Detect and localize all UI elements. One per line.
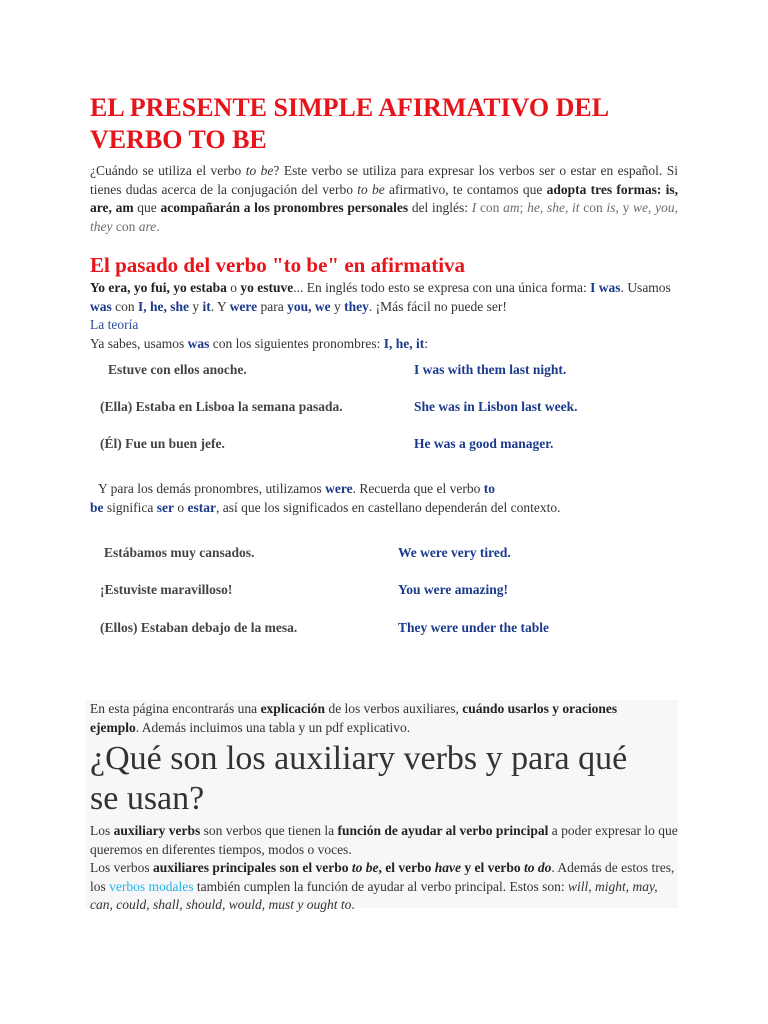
aux-bold: cuándo usarlos y oraciones ejemplo: [90, 701, 618, 735]
aux-bold: función de ayudar al verbo principal: [337, 823, 549, 838]
past-text: para: [257, 298, 288, 314]
were-highlight: were: [325, 481, 353, 496]
were-text: o: [174, 499, 188, 515]
intro-verb: am: [503, 200, 520, 215]
aux-text: son verbos que tienen la: [200, 823, 338, 838]
past-text: ... En inglés todo esto se expresa con una única forma:: [293, 280, 591, 295]
past-text: . ¡Más fácil no puede ser!: [368, 298, 507, 314]
title-block: [90, 92, 678, 156]
aux-text: . Además incluimos una tabla y un pdf explicativo.: [135, 719, 411, 735]
intro-text: ¿Cuándo se utiliza el verbo: [90, 163, 246, 178]
aux-heading: ¿Qué son los auxiliary verbs y para qué se usan?: [90, 740, 628, 817]
intro-text: afirmativo, te contamos que: [384, 181, 547, 197]
past-highlight: were: [229, 298, 258, 314]
aux-bold-italic: have: [434, 860, 462, 875]
past-highlight: I, he, she: [138, 298, 190, 314]
intro-verb: is: [606, 200, 616, 215]
intro-text: to be: [357, 181, 385, 197]
were-highlight: be: [90, 499, 104, 515]
aux-text: . Además de estos tres, los: [90, 860, 675, 894]
were-highlight: ser: [156, 499, 174, 515]
example-es: Estuve con ellos anoche.: [108, 362, 247, 377]
example-es: (Ellos) Estaban debajo de la mesa.: [100, 620, 298, 635]
past-text: . Y: [210, 298, 230, 314]
aux-bold: explicación: [260, 701, 326, 716]
intro-pronoun: we, you, they: [90, 200, 678, 234]
were-text: Y para los demás pronombres, utilizamos: [98, 481, 326, 496]
aux-bold-italic: to be: [351, 860, 379, 875]
past-heading-block: [90, 252, 678, 278]
past-text: . Usamos: [620, 280, 671, 295]
aux-text: a poder expresar lo que queremos en diferentes tiempos, modos o voces.: [90, 823, 678, 857]
aux-intro: [90, 700, 630, 737]
were-text: , así que los significados en castellano dependerán del contexto.: [215, 499, 561, 515]
aux-text: .: [351, 897, 355, 912]
intro-verb: are: [138, 218, 157, 234]
intro-text: con: [476, 200, 504, 215]
past-paragraph: [90, 279, 678, 353]
intro-bold: acompañarán a los pronombres personales: [160, 200, 409, 215]
were-highlight: to: [483, 481, 496, 496]
intro-pronoun: he, she, it: [527, 200, 580, 215]
aux-bold: auxiliares principales son el verbo: [153, 860, 352, 875]
intro-text: con: [112, 218, 139, 234]
intro-text: , y: [615, 200, 634, 215]
aux-bold: y el verbo: [461, 860, 525, 875]
past-highlight: I was: [590, 280, 621, 295]
past-text: o: [226, 280, 241, 295]
were-highlight: estar: [187, 499, 216, 515]
intro-text: que: [133, 200, 161, 215]
past-text: con los siguientes pronombres:: [209, 335, 384, 351]
aux-text: Los: [90, 823, 114, 838]
example-en: We were very tired.: [398, 545, 511, 560]
intro-pronoun: I: [471, 200, 477, 215]
section-heading: El pasado del verbo "to be" en afirmativa: [90, 253, 466, 277]
were-text: . Recuerda que el verbo: [352, 481, 484, 496]
intro-text: del inglés:: [408, 200, 472, 215]
aux-italic: will, might, may, can, could, shall, should, would, must y ought to: [90, 878, 658, 912]
intro-text: .: [156, 218, 160, 234]
example-en: They were under the table: [398, 620, 549, 635]
past-text: y: [330, 298, 345, 314]
example-es: Estábamos muy cansados.: [104, 545, 255, 560]
past-bold: yo estuve: [240, 280, 294, 295]
were-paragraph: [90, 480, 630, 517]
example-en: You were amazing!: [398, 582, 508, 597]
aux-text: Los verbos: [90, 860, 153, 875]
intro-text: to be: [245, 163, 274, 178]
aux-body: [90, 822, 678, 915]
intro-text: con: [579, 200, 607, 215]
page-title: EL PRESENTE SIMPLE AFIRMATIVO DEL VERBO TO BE: [90, 93, 608, 154]
aux-bold-italic: to do: [524, 860, 552, 875]
past-highlight: I, he, it: [383, 335, 425, 351]
aux-bold: , el verbo: [378, 860, 435, 875]
aux-heading-block: [90, 739, 650, 819]
were-text: significa: [103, 499, 157, 515]
past-text: :: [424, 335, 429, 351]
verbos-modales-link[interactable]: verbos modales: [109, 878, 194, 894]
intro-bold: adopta tres formas: is, are, am: [90, 181, 678, 215]
intro-text: ;: [519, 200, 528, 215]
example-es: (Él) Fue un buen jefe.: [100, 436, 225, 451]
example-es: (Ella) Estaba en Lisboa la semana pasada.: [100, 399, 343, 414]
example-en: He was a good manager.: [414, 436, 554, 451]
past-highlight: you, we: [287, 298, 331, 314]
intro-text: ? Este verbo se utiliza para expresar los verbos ser o estar en español. Si tienes dudas acerca de la conjugación del verbo: [90, 163, 678, 197]
example-en: She was in Lisbon last week.: [414, 399, 578, 414]
past-text: con: [111, 298, 139, 314]
aux-bold: auxiliary verbs: [113, 823, 201, 838]
example-es: ¡Estuviste maravilloso!: [100, 582, 233, 597]
past-text: Ya sabes, usamos: [90, 335, 188, 351]
past-highlight: it: [202, 298, 211, 314]
past-highlight: was: [187, 335, 210, 351]
past-highlight: was: [90, 298, 112, 314]
teoria-link[interactable]: La teoría: [90, 317, 139, 332]
past-highlight: they: [344, 298, 369, 314]
past-bold: Yo era, yo fui, yo estaba: [90, 280, 227, 295]
intro-paragraph: [90, 162, 678, 236]
aux-text: de los verbos auxiliares,: [325, 701, 463, 716]
past-text: y: [189, 298, 203, 314]
aux-text: En esta página encontrarás una: [90, 701, 261, 716]
example-en: I was with them last night.: [414, 362, 567, 377]
aux-text: también cumplen la función de ayudar al verbo principal. Estos son:: [193, 878, 569, 894]
